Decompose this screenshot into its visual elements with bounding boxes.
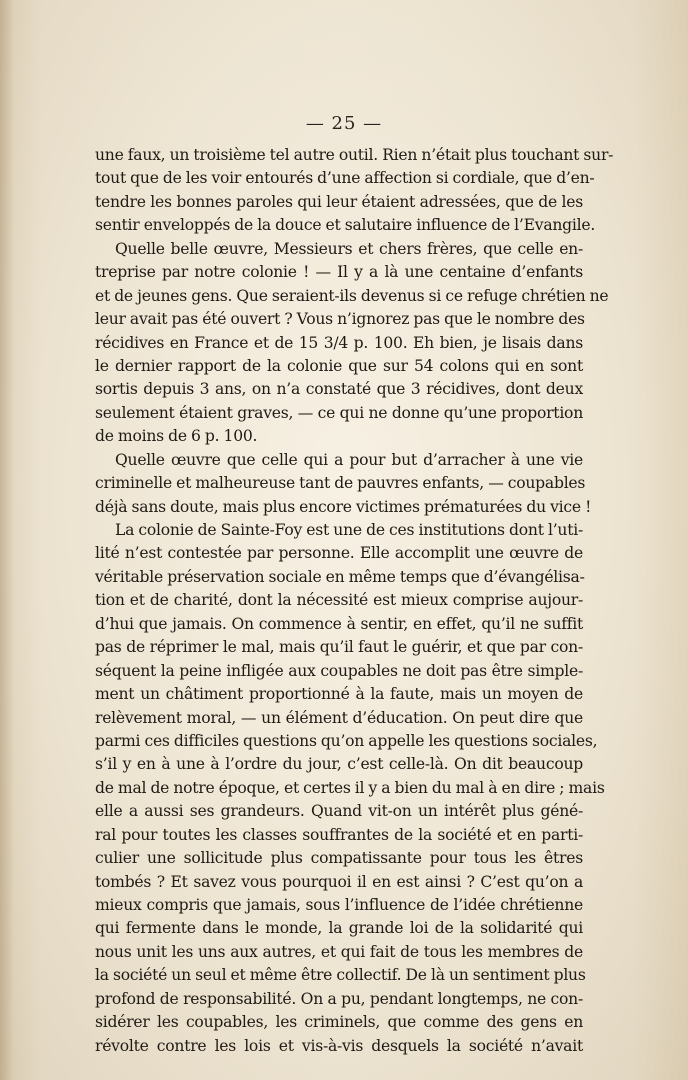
text-line: Quelle œuvre que celle qui a pour but d’arracher à une vie — [115, 450, 583, 469]
text-line: mieux compris que jamais, sous l’influence de l’idée chrétienne — [95, 896, 583, 914]
body-text — [95, 144, 614, 1058]
text-line: leur avait pas été ouvert ? Vous n’ignorez pas que le nombre des — [95, 310, 585, 329]
text-line: récidives en France et de 15 3/4 p. 100. Eh bien, je lisais dans — [95, 333, 583, 352]
text-line: pas de réprimer le mal, mais qu’il faut le guérir, et que par con- — [95, 638, 583, 657]
text-line: nous unit les uns aux autres, et qui fait de tous les membres de — [95, 942, 583, 961]
text-line: tout que de les voir entourés d’une affection si cordiale, que d’en- — [95, 169, 595, 188]
text-line: lité n’est contestée par personne. Elle accomplit une œuvre de — [95, 544, 583, 563]
text-line: de mal de notre époque, et certes il y a bien du mal à en dire ; mais — [95, 778, 605, 797]
text-line: sortis depuis 3 ans, on n’a constaté que 3 récidives, dont deux — [95, 380, 583, 399]
text-line: treprise par notre colonie ! — Il y a là une centaine d’enfants — [95, 263, 583, 282]
text-line: culier une sollicitude plus compatissante pour tous les êtres — [95, 849, 583, 868]
text-line: de moins de 6 p. 100. — [95, 427, 258, 446]
text-line: sidérer les coupables, les criminels, que comme des gens en — [95, 1013, 583, 1032]
text-line: qui fermente dans le monde, la grande loi de la solidarité qui — [95, 919, 583, 938]
text-line: parmi ces difficiles questions qu’on appelle les questions sociales, — [95, 731, 598, 750]
text-line: révolte contre les lois et vis-à-vis desquels la société n’avait — [95, 1036, 583, 1055]
text-line: d’hui que jamais. On commence à sentir, en effet, qu’il ne suffit — [95, 614, 583, 633]
text-line: relèvement moral, — un élément d’éducation. On peut dire que — [95, 708, 583, 727]
text-line: profond de responsabilité. On a pu, pendant longtemps, ne con- — [95, 989, 583, 1008]
text-line: Quelle belle œuvre, Messieurs et chers frères, que celle en- — [115, 239, 583, 258]
text-line: elle a aussi ses grandeurs. Quand vit-on un intérêt plus géné- — [95, 802, 583, 821]
text-line: tion et de charité, dont la nécessité est mieux comprise aujour- — [95, 591, 583, 610]
text-line: une faux, un troisième tel autre outil. Rien n’était plus touchant sur- — [95, 146, 614, 164]
text-line: déjà sans doute, mais plus encore victimes prématurées du vice ! — [95, 497, 592, 516]
text-line: le dernier rapport de la colonie que sur 54 colons qui en sont — [95, 356, 583, 375]
text-line: tombés ? Et savez vous pourquoi il en est ainsi ? C’est qu’on a — [95, 872, 583, 891]
text-line: seulement étaient graves, — ce qui ne donne qu’une proportion — [95, 403, 583, 422]
text-line: s’il y en à une à l’ordre du jour, c’est celle-là. On dit beaucoup — [95, 755, 583, 774]
text-line: criminelle et malheureuse tant de pauvres enfants, — coupables — [95, 474, 586, 493]
text-line: véritable préservation sociale en même temps que d’évangélisa- — [95, 567, 585, 586]
text-line: ral pour toutes les classes souffrantes de la société et en parti- — [95, 825, 583, 844]
text-line: et de jeunes gens. Que seraient-ils devenus si ce refuge chrétien ne — [95, 286, 609, 305]
text-line: tendre les bonnes paroles qui leur étaient adressées, que de les — [95, 192, 583, 211]
text-line: séquent la peine infligée aux coupables ne doit pas être simple- — [95, 661, 583, 680]
text-line: la société un seul et même être collectif. De là un sentiment plus — [95, 966, 586, 985]
text-line: La colonie de Sainte-Foy est une de ces institutions dont l’uti- — [115, 521, 583, 539]
text-line: sentir enveloppés de la douce et salutaire influence de l’Evangile. — [95, 216, 596, 235]
page-number: — 25 — — [305, 113, 383, 134]
text-line: ment un châtiment proportionné à la faute, mais un moyen de — [95, 685, 583, 704]
